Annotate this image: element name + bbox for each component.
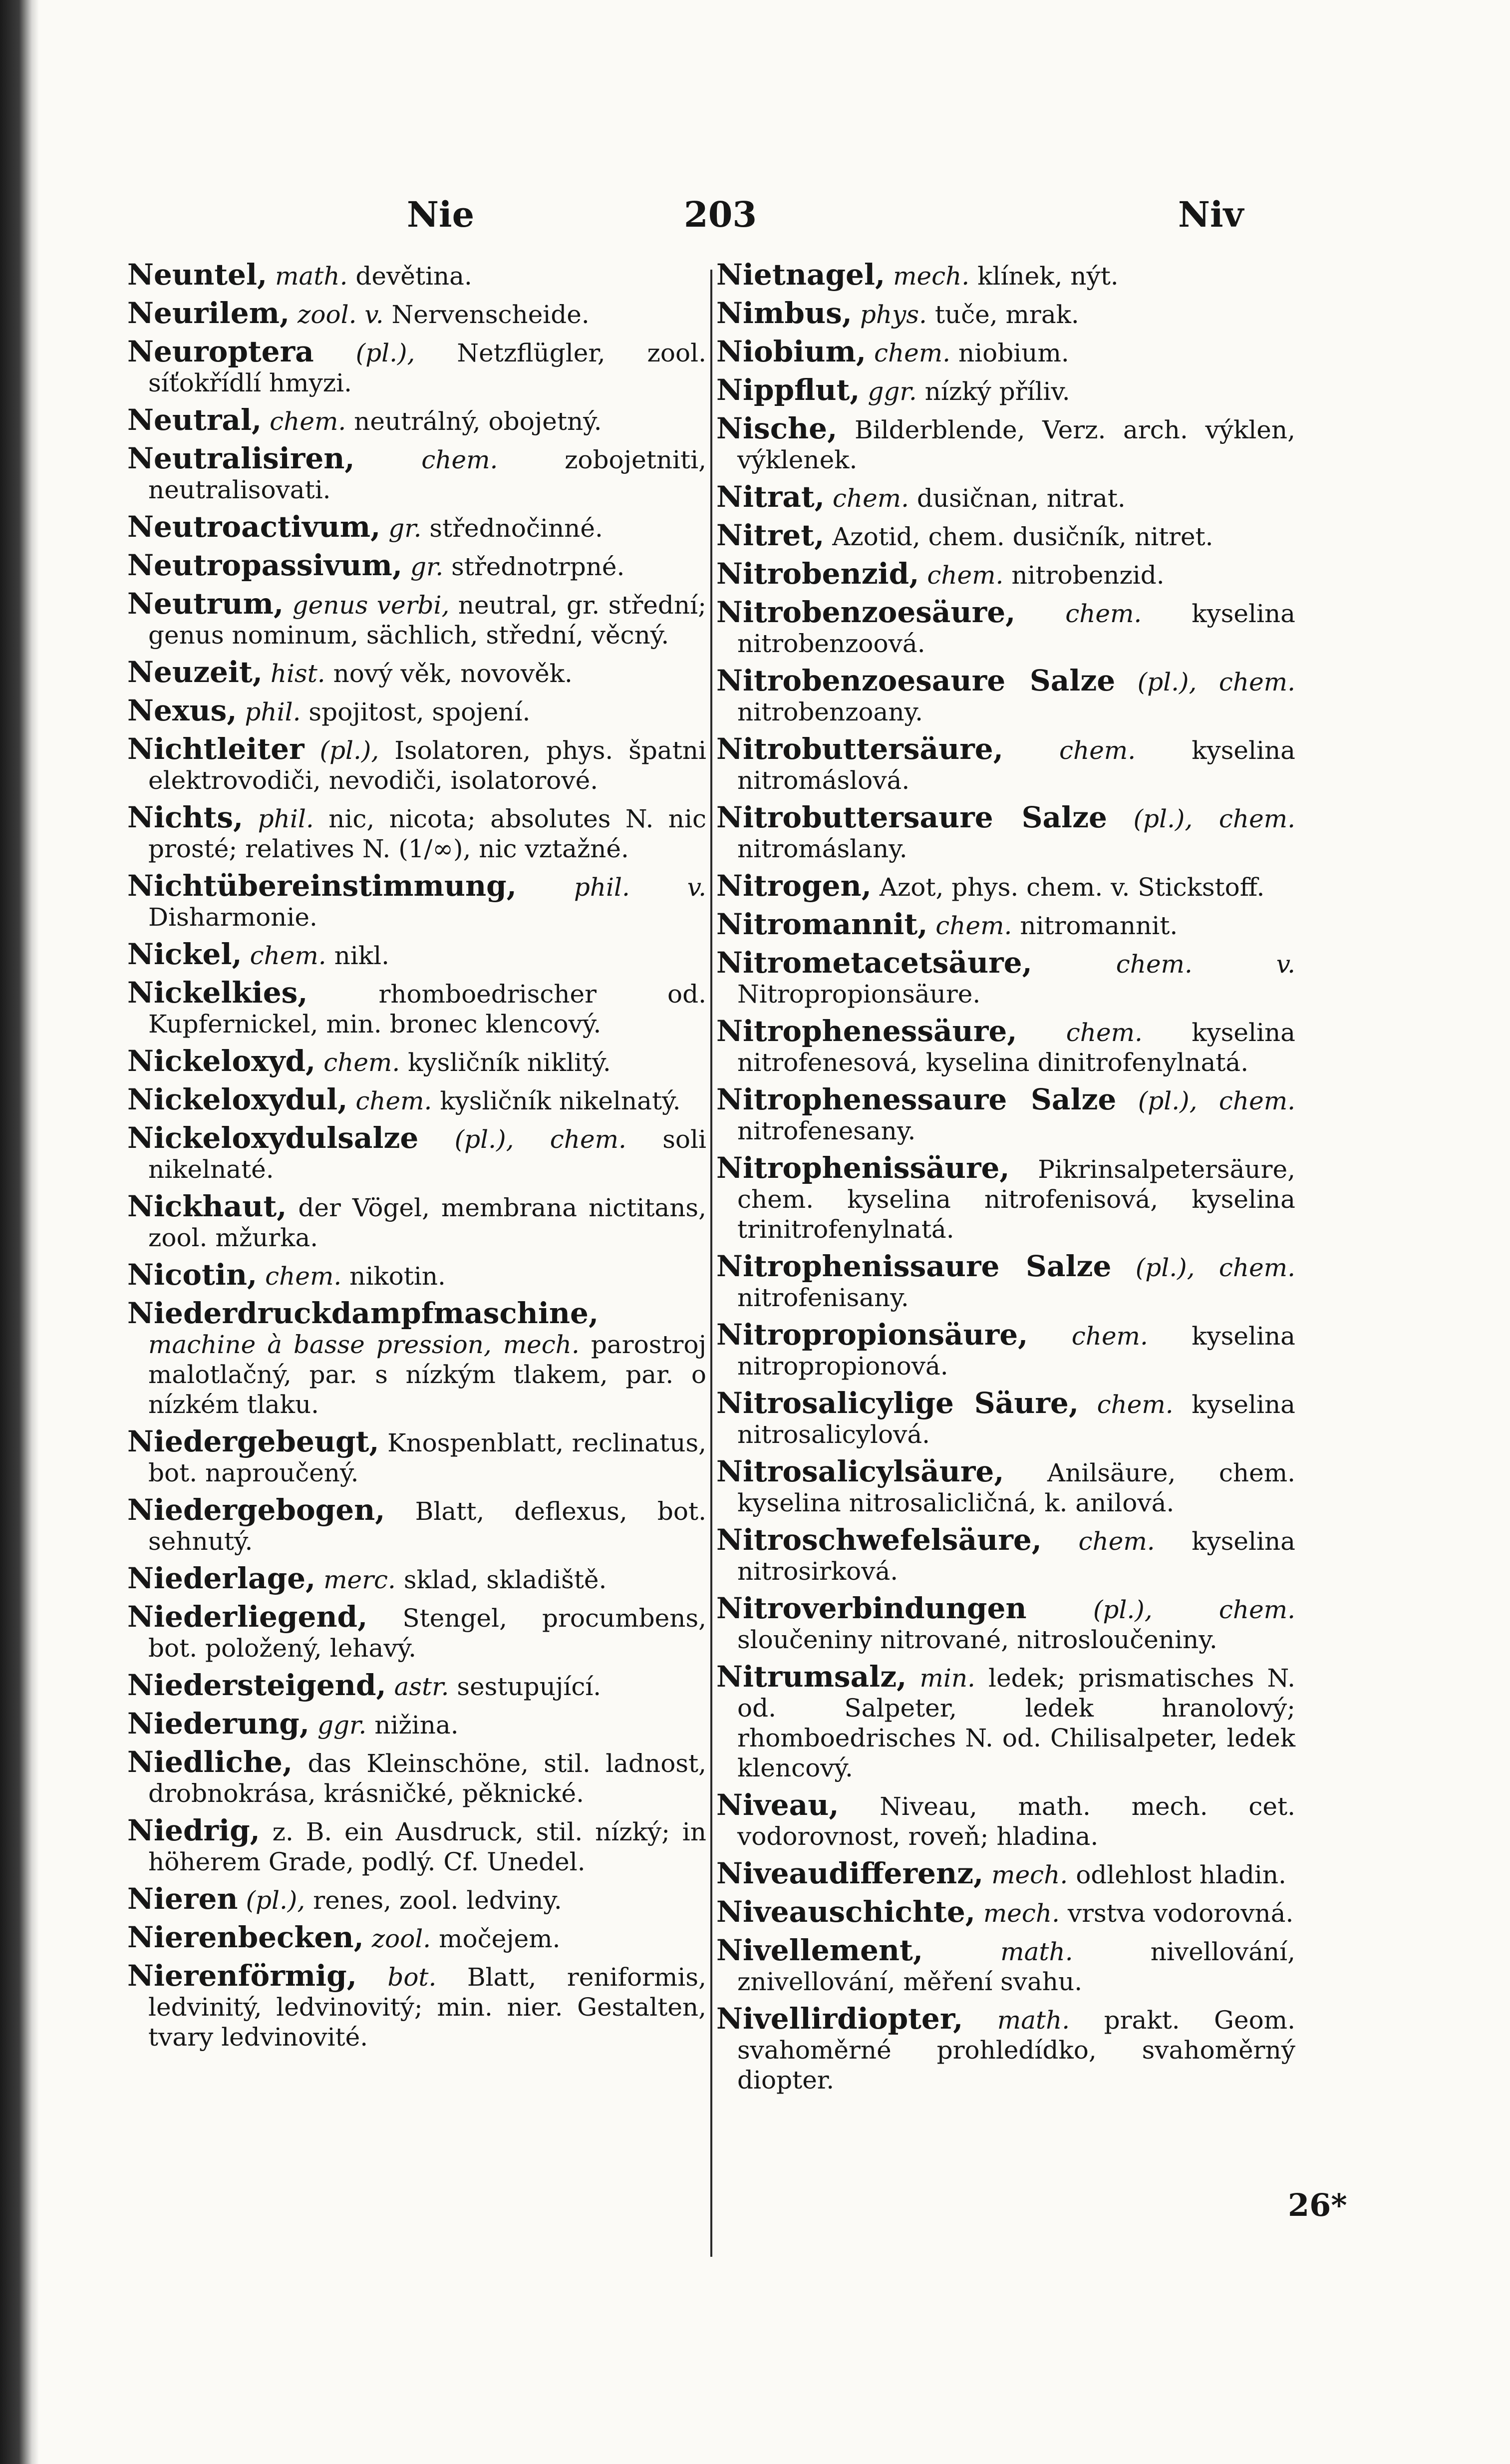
entry-headword: Nitroverbindungen [716, 1591, 1027, 1625]
dictionary-entry [127, 1426, 706, 1488]
entry-headword: Niedergebeugt, [127, 1424, 379, 1458]
entry-field-label: (pl.), chem. [1137, 668, 1295, 697]
entry-headword: Nitrosalicylsäure, [716, 1454, 1004, 1488]
dictionary-entry [127, 696, 706, 727]
entry-headword: Nimbus, [716, 296, 852, 330]
entry-headword: Nitromannit, [716, 907, 928, 941]
entry-definition: nitromáslany. [737, 834, 907, 863]
entry-definition: kysličník nikelnatý. [440, 1086, 681, 1115]
entry-definition: kyselina nitrofenesová, kyselina dinitrofenylnatá. [737, 1018, 1295, 1077]
dictionary-entry [127, 550, 706, 582]
entry-definition: Niveau, math. mech. cet. vodorovnost, roveň; hladina. [737, 1792, 1295, 1851]
entry-field-label: (pl.), chem. [1135, 1253, 1295, 1282]
dictionary-entry [127, 1747, 706, 1808]
entry-field-label: (pl.), chem. [1138, 1086, 1296, 1115]
entry-field-label: math. [1000, 1937, 1073, 1966]
entry-headword: Niedersteigend, [127, 1668, 386, 1702]
entry-field-label: chem. [250, 941, 326, 970]
dictionary-entry [716, 520, 1295, 552]
dictionary-entry [127, 1495, 706, 1556]
entry-headword: Nitret, [716, 518, 825, 552]
entry-definition: nitrofenesany. [737, 1116, 916, 1145]
entry-field-label: math. [997, 2006, 1070, 2035]
entry-headword: Nichtübereinstimmung, [127, 869, 517, 903]
dictionary-entry [716, 337, 1295, 368]
entry-headword: Nitrosalicylige Säure, [716, 1386, 1079, 1420]
dictionary-entry [127, 1563, 706, 1595]
entry-field-label: chem. [1078, 1527, 1155, 1556]
entry-definition: kysličník niklitý. [408, 1048, 611, 1077]
page-header [120, 194, 1420, 249]
dictionary-entry [716, 871, 1295, 902]
entry-definition: nový věk, novověk. [333, 659, 573, 688]
entry-field-label: zool. v. [298, 300, 384, 329]
entry-field-label: math. [275, 262, 348, 291]
entry-definition: nitrofenisany. [737, 1283, 909, 1312]
dictionary-entry [716, 909, 1295, 941]
dictionary-entry [127, 978, 706, 1039]
entry-headword: Neuroptera [127, 335, 314, 368]
dictionary-entry [127, 1046, 706, 1077]
dictionary-entry [127, 1922, 706, 1954]
dictionary-entry [716, 1593, 1295, 1655]
entry-definition: kyselina nitrobenzoová. [737, 599, 1295, 658]
dictionary-entry [716, 298, 1295, 330]
entry-field-label: chem. [1066, 1018, 1143, 1047]
entry-definition: ledek; prismatisches N. od. Salpeter, ledek hranolový; rhomboedrisches N. od. Chilisalpeter, ledek klencový. [737, 1664, 1295, 1782]
entry-headword: Nitroschwefelsäure, [716, 1523, 1042, 1557]
entry-headword: Nitrobenzid, [716, 557, 919, 591]
entry-headword: Nitrophenissäure, [716, 1151, 1010, 1185]
entry-headword: Nichtleiter [127, 732, 304, 766]
entry-field-label: chem. [355, 1086, 432, 1115]
dictionary-entry [127, 1961, 706, 2052]
dictionary-entry [716, 1016, 1295, 1077]
header-left-catchword: Nie [407, 194, 475, 235]
entry-headword: Nicotin, [127, 1258, 258, 1292]
entry-definition: z. B. ein Ausdruck, stil. nízký; in höherem Grade, podlý. Cf. Unedel. [148, 1817, 706, 1876]
entry-field-label: chem. [927, 561, 1004, 590]
entry-definition: Bilderblende, Verz. arch. výklen, výklenek. [737, 415, 1295, 474]
entry-headword: Nitrobuttersaure Salze [716, 800, 1107, 834]
entry-headword: Nitrumsalz, [716, 1660, 907, 1694]
entry-headword: Nische, [716, 411, 838, 445]
entry-headword: Niedliche, [127, 1745, 293, 1779]
entry-field-label: chem. [265, 1262, 342, 1291]
entry-definition: Anilsäure, chem. kyselina nitrosalicličná, k. anilová. [737, 1458, 1295, 1517]
entry-definition: Azotid, chem. dusičník, nitret. [832, 522, 1213, 551]
dictionary-entry [127, 871, 706, 932]
entry-headword: Neuzeit, [127, 655, 263, 689]
entry-definition: der Vögel, membrana nictitans, zool. mžurka. [148, 1193, 706, 1252]
column-divider [710, 270, 712, 2257]
dictionary-entry [716, 1153, 1295, 1244]
entry-headword: Nitrobuttersäure, [716, 732, 1003, 766]
entry-headword: Niederdruckdampfmaschine, [127, 1296, 599, 1330]
entry-headword: Niedrig, [127, 1813, 260, 1847]
entry-headword: Nivellement, [716, 1933, 923, 1967]
dictionary-entry [716, 1858, 1295, 1890]
entry-definition: das Kleinschöne, stil. ladnost, drobnokrása, krásničké, pěknické. [148, 1749, 706, 1808]
signature-mark: 26* [1288, 2187, 1347, 2223]
entry-headword: Nivellirdiopter, [716, 2002, 963, 2036]
dictionary-entry [716, 1790, 1295, 1851]
entry-headword: Nickeloxydul, [127, 1082, 348, 1116]
entry-definition: renes, zool. ledviny. [313, 1886, 562, 1915]
dictionary-entry [716, 482, 1295, 513]
dictionary-entry [716, 802, 1295, 864]
entry-field-label: ggr. [317, 1711, 367, 1740]
entry-field-label: chem. [832, 484, 909, 513]
entry-field-label: mech. [983, 1899, 1060, 1928]
entry-field-label: chem. [270, 407, 346, 436]
dictionary-entry [716, 666, 1295, 727]
dictionary-entry [127, 734, 706, 795]
entry-headword: Niederlage, [127, 1561, 316, 1595]
entry-headword: Nitrogen, [716, 869, 872, 903]
entry-field-label: zool. [371, 1924, 431, 1953]
entry-definition: nitrobenzid. [1011, 561, 1165, 590]
page-binding-shadow [0, 0, 39, 2464]
entry-definition: nízký příliv. [924, 377, 1070, 406]
entry-definition: nitrobenzoany. [737, 698, 923, 726]
dictionary-entry [127, 657, 706, 689]
entry-headword: Neutrum, [127, 587, 284, 621]
entry-field-label: hist. [270, 659, 325, 688]
entry-definition: spojitost, spojení. [308, 698, 531, 726]
entry-definition: Nervenscheide. [391, 300, 590, 329]
entry-headword: Neurilem, [127, 296, 290, 330]
entry-field-label: machine à basse pression, mech. [148, 1330, 580, 1359]
left-column [127, 260, 706, 2059]
entry-definition: vrstva vodorovná. [1067, 1899, 1294, 1928]
entry-definition: neutral, gr. střední; genus nominum, sächlich, střední, věcný. [148, 591, 706, 650]
dictionary-entry [716, 1084, 1295, 1146]
page-number: 203 [684, 194, 757, 235]
entry-definition: Pikrinsalpetersäure, chem. kyselina nitrofenisová, kyselina trinitrofenylnatá. [737, 1155, 1295, 1244]
dictionary-entry [716, 375, 1295, 406]
entry-field-label: chem. [323, 1048, 400, 1077]
dictionary-entry [127, 1298, 706, 1419]
dictionary-entry [127, 1123, 706, 1184]
entry-headword: Nitrophenissaure Salze [716, 1249, 1112, 1283]
dictionary-entry [716, 1251, 1295, 1313]
entry-field-label: phys. [860, 300, 927, 329]
entry-field-label: chem. v. [1116, 950, 1295, 979]
entry-definition: Stengel, procumbens, bot. položený, lehavý. [148, 1604, 706, 1663]
entry-field-label: min. [919, 1664, 975, 1693]
entry-field-label: mech. [991, 1860, 1068, 1889]
entry-field-label: ggr. [868, 377, 917, 406]
entry-headword: Neutroactivum, [127, 510, 381, 544]
entry-headword: Nierenförmig, [127, 1959, 357, 1993]
entry-headword: Neutropassivum, [127, 548, 403, 582]
entry-field-label: phil. [258, 804, 314, 833]
entry-definition: sklad, skladiště. [403, 1565, 607, 1594]
entry-definition: klínek, nýt. [977, 262, 1119, 291]
entry-headword: Neutralisiren, [127, 441, 355, 475]
entry-field-label: gr. [410, 552, 444, 581]
entry-definition: neutrálný, obojetný. [354, 407, 602, 436]
dictionary-entry [716, 1935, 1295, 1997]
entry-definition: střednočinné. [429, 514, 603, 543]
entry-field-label: chem. [1097, 1390, 1174, 1419]
entry-field-label: chem. [1071, 1322, 1148, 1351]
dictionary-entry [127, 443, 706, 505]
entry-headword: Nickeloxyd, [127, 1044, 316, 1078]
dictionary-entry [716, 1662, 1295, 1783]
dictionary-entry [127, 337, 706, 398]
entry-field-label: (pl.), [246, 1886, 305, 1915]
dictionary-entry [127, 1260, 706, 1291]
dictionary-entry [716, 597, 1295, 659]
entry-definition: Nitropropionsäure. [737, 980, 981, 1009]
entry-headword: Niobium, [716, 335, 867, 368]
entry-headword: Nichts, [127, 800, 244, 834]
entry-headword: Nieren [127, 1882, 238, 1916]
entry-field-label: (pl.), chem. [454, 1125, 626, 1154]
entry-field-label: chem. [874, 339, 951, 367]
entry-headword: Nickelkies, [127, 976, 308, 1010]
entry-headword: Nitrat, [716, 480, 825, 514]
entry-definition: sestupující. [457, 1672, 602, 1701]
entry-headword: Neuntel, [127, 258, 268, 292]
entry-definition: střednotrpné. [451, 552, 625, 581]
entry-headword: Nitrophenessäure, [716, 1014, 1017, 1048]
entry-headword: Nickel, [127, 937, 242, 971]
entry-definition: rhomboedrischer od. Kupfernickel, min. bronec klencový. [148, 980, 706, 1039]
entry-definition: nikl. [334, 941, 389, 970]
entry-headword: Niederung, [127, 1707, 310, 1741]
entry-field-label: (pl.), [319, 736, 379, 765]
dictionary-entry [127, 1884, 706, 1915]
entry-field-label: phil. v. [574, 873, 706, 902]
entry-definition: Netzflügler, zool. síťokřídlí hmyzi. [148, 339, 706, 397]
entry-field-label: chem. [935, 911, 1012, 940]
entry-field-label: (pl.), chem. [1093, 1595, 1295, 1624]
entry-field-label: astr. [394, 1672, 449, 1701]
entry-definition: Blatt, deflexus, bot. sehnutý. [148, 1497, 706, 1556]
entry-field-label: (pl.), chem. [1133, 804, 1295, 833]
entry-definition: prakt. Geom. svahoměrné prohledídko, svahoměrný diopter. [737, 2006, 1295, 2095]
entry-definition: soli nikelnaté. [148, 1125, 706, 1184]
entry-field-label: phil. [245, 698, 301, 726]
dictionary-entry [716, 413, 1295, 475]
entry-headword: Nexus, [127, 694, 237, 727]
dictionary-entry [716, 260, 1295, 291]
entry-headword: Neutral, [127, 403, 262, 437]
dictionary-entry [127, 1670, 706, 1702]
entry-headword: Niedergebogen, [127, 1493, 385, 1527]
dictionary-entry [716, 1320, 1295, 1381]
entry-headword: Nippflut, [716, 373, 860, 407]
dictionary-entry [127, 1191, 706, 1253]
entry-definition: kyselina nitrosalicylová. [737, 1390, 1295, 1449]
entry-definition: devětina. [355, 262, 472, 291]
entry-field-label: chem. [1059, 736, 1136, 765]
entry-field-label: bot. [387, 1963, 437, 1992]
entry-definition: zobojetniti, neutralisovati. [148, 445, 706, 504]
entry-field-label: genus verbi, [292, 591, 450, 620]
dictionary-entry [716, 1525, 1295, 1586]
entry-headword: Niveauschichte, [716, 1895, 975, 1929]
entry-definition: nikotin. [349, 1262, 446, 1291]
entry-definition: nižina. [374, 1711, 459, 1740]
entry-headword: Nitropropionsäure, [716, 1318, 1028, 1352]
dictionary-entry [716, 734, 1295, 795]
entry-definition: tuče, mrak. [934, 300, 1079, 329]
entry-field-label: chem. [1065, 599, 1142, 628]
entry-definition: sloučeniny nitrované, nitrosloučeniny. [737, 1625, 1217, 1654]
entry-definition: močejem. [439, 1924, 561, 1953]
dictionary-entry [127, 298, 706, 330]
entry-definition: nic, nicota; absolutes N. nic prosté; relatives N. (1/∞), nic vztažné. [148, 804, 707, 863]
entry-definition: parostroj malotlačný, par. s nízkým tlakem, par. o nízkém tlaku. [148, 1330, 706, 1419]
entry-headword: Nierenbecken, [127, 1920, 364, 1954]
dictionary-entry [716, 1388, 1295, 1449]
dictionary-entry [127, 1084, 706, 1116]
dictionary-entry [127, 1709, 706, 1740]
dictionary-entry [716, 1456, 1295, 1518]
entry-definition: dusičnan, nitrat. [916, 484, 1126, 513]
entry-field-label: chem. [421, 445, 498, 474]
entry-definition: Knospenblatt, reclinatus, bot. naproučený. [148, 1428, 706, 1487]
entry-headword: Nickhaut, [127, 1189, 287, 1223]
right-column [716, 260, 1295, 2102]
dictionary-entry [127, 589, 706, 650]
entry-headword: Nitrobenzoesaure Salze [716, 664, 1116, 698]
entry-definition: kyselina nitrosirková. [737, 1527, 1295, 1586]
entry-field-label: merc. [323, 1565, 396, 1594]
entry-field-label: gr. [388, 514, 422, 543]
entry-headword: Nietnagel, [716, 258, 886, 292]
entry-headword: Nickeloxydulsalze [127, 1121, 419, 1155]
dictionary-entry [127, 260, 706, 291]
entry-headword: Nitrobenzoesäure, [716, 595, 1016, 629]
entry-field-label: mech. [893, 262, 970, 291]
entry-definition: nivellování, znivellování, měření svahu. [737, 1937, 1295, 1996]
dictionary-entry [716, 948, 1295, 1009]
entry-headword: Niederliegend, [127, 1600, 368, 1634]
entry-headword: Nitrophenessaure Salze [716, 1082, 1117, 1116]
entry-definition: kyselina nitromáslová. [737, 736, 1295, 795]
dictionary-entry [127, 405, 706, 436]
entry-definition: Isolatoren, phys. špatni elektrovodiči, nevodiči, isolatorové. [148, 736, 706, 795]
entry-headword: Niveaudifferenz, [716, 1856, 984, 1890]
dictionary-entry [716, 559, 1295, 590]
entry-definition: kyselina nitropropionová. [737, 1322, 1295, 1381]
entry-definition: Blatt, reniformis, ledvinitý, ledvinovitý; min. nier. Gestalten, tvary ledvinovité. [148, 1963, 706, 2052]
header-right-catchword: Niv [1178, 194, 1244, 235]
dictionary-entry [127, 802, 706, 864]
dictionary-entry [127, 939, 706, 971]
entry-headword: Nitrometacetsäure, [716, 946, 1032, 980]
dictionary-entry [716, 1897, 1295, 1928]
entry-headword: Niveau, [716, 1788, 839, 1822]
entry-definition: odlehlost hladin. [1076, 1860, 1286, 1889]
dictionary-entry [716, 2004, 1295, 2095]
dictionary-entry [127, 1602, 706, 1663]
entry-definition: niobium. [958, 339, 1069, 367]
entry-definition: Azot, phys. chem. v. Stickstoff. [879, 873, 1265, 902]
dictionary-entry [127, 1815, 706, 1877]
entry-definition: Disharmonie. [148, 903, 317, 932]
entry-field-label: (pl.), [355, 339, 415, 367]
entry-definition: nitromannit. [1020, 911, 1178, 940]
dictionary-entry [127, 512, 706, 543]
